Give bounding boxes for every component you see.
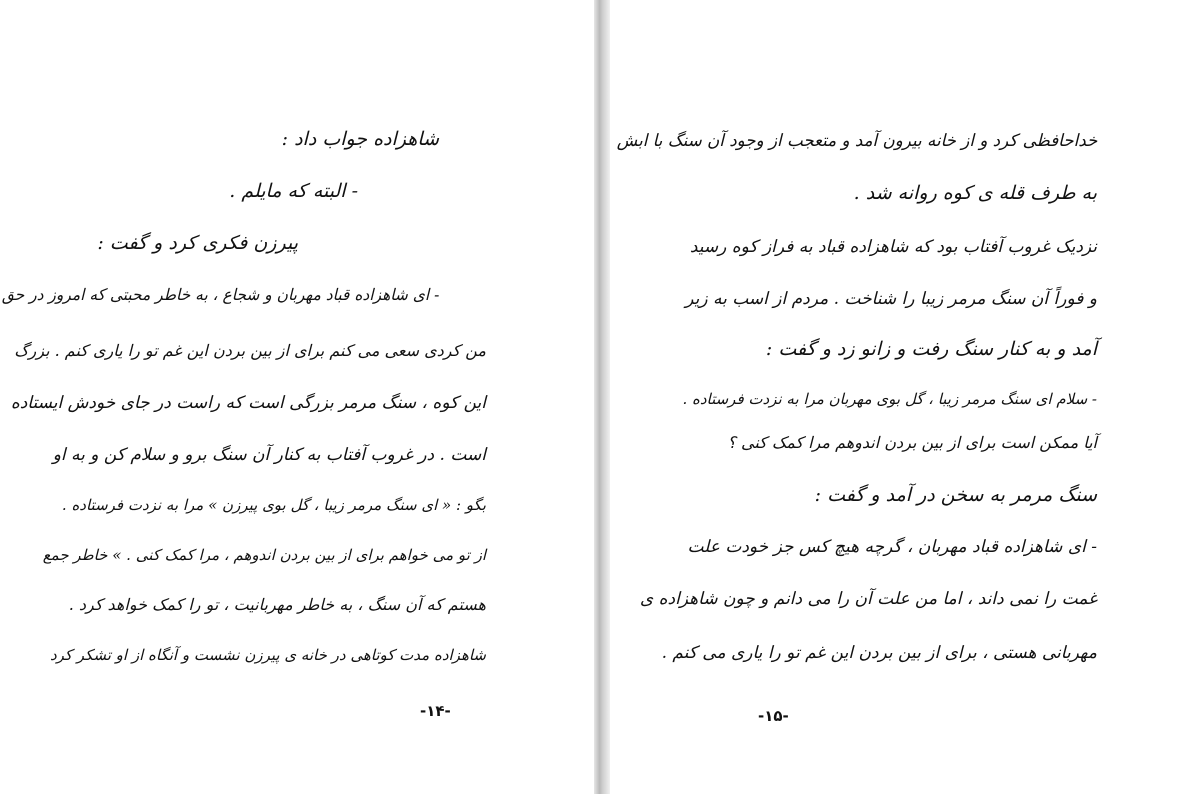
left-line-9: از تو می خواهم برای از بین بردن اندوهم ، مرا کمک کنی . » خاطر جمع — [42, 546, 486, 564]
right-page — [610, 0, 1202, 794]
right-page-number: -۱۵- — [758, 707, 789, 725]
left-line-11: شاهزاده مدت کوتاهی در خانه ی پیرزن نشست و آنگاه از او تشکر کرد — [49, 646, 486, 664]
right-line-10: غمت را نمی داند ، اما من علت آن را می دانم و چون شاهزاده ی — [639, 589, 1097, 609]
left-line-7: است . در غروب آفتاب به کنار آن سنگ برو و سلام کن و به او — [52, 445, 486, 465]
right-line-6: - سلام ای سنگ مرمر زیبا ، گل بوی مهربان مرا به نزدت فرستاده . — [682, 390, 1097, 408]
left-line-8: بگو : « ای سنگ مرمر زیبا ، گل بوی پیرزن » مرا به نزدت فرستاده . — [61, 496, 486, 514]
right-line-5: آمد و به کنار سنگ رفت و زانو زد و گفت : — [765, 338, 1097, 360]
book-gutter — [594, 0, 610, 794]
left-line-6: این کوه ، سنگ مرمر بزرگی است که راست در جای خودش ایستاده — [10, 393, 486, 413]
right-line-4: و فوراً آن سنگ مرمر زیبا را شناخت . مردم از اسب به زیر — [685, 289, 1097, 309]
left-line-10: هستم که آن سنگ ، به خاطر مهربانیت ، تو را کمک خواهد کرد . — [68, 595, 486, 614]
left-page — [0, 0, 594, 794]
right-line-1: خداحافظی کرد و از خانه بیرون آمد و متعجب از وجود آن سنگ با ابش — [616, 131, 1097, 151]
right-line-11: مهربانی هستی ، برای از بین بردن این غم تو را یاری می کنم . — [661, 643, 1097, 663]
left-line-2: - البته که مایلم . — [229, 180, 358, 202]
right-line-3: نزدیک غروب آفتاب بود که شاهزاده قباد به فراز کوه رسید — [689, 237, 1097, 257]
left-line-4: - ای شاهزاده قباد مهربان و شجاع ، به خاطر محبتی که امروز در حق — [1, 285, 439, 304]
right-line-9: - ای شاهزاده قباد مهربان ، گرچه هیچ کس جز خودت علت — [687, 537, 1097, 557]
right-line-2: به طرف قله ی کوه روانه شد . — [853, 182, 1097, 204]
left-line-3: پیرزن فکری کرد و گفت : — [97, 232, 298, 254]
left-page-number: -۱۴- — [420, 702, 451, 720]
right-line-7: آیا ممکن است برای از بین بردن اندوهم مرا کمک کنی ؟ — [727, 433, 1097, 452]
left-line-1: شاهزاده جواب داد : — [281, 128, 439, 150]
right-line-8: سنگ مرمر به سخن در آمد و گفت : — [814, 484, 1097, 506]
left-line-5: من کردی سعی می کنم برای از بین بردن این غم تو را یاری کنم . بزرگ — [14, 341, 486, 360]
